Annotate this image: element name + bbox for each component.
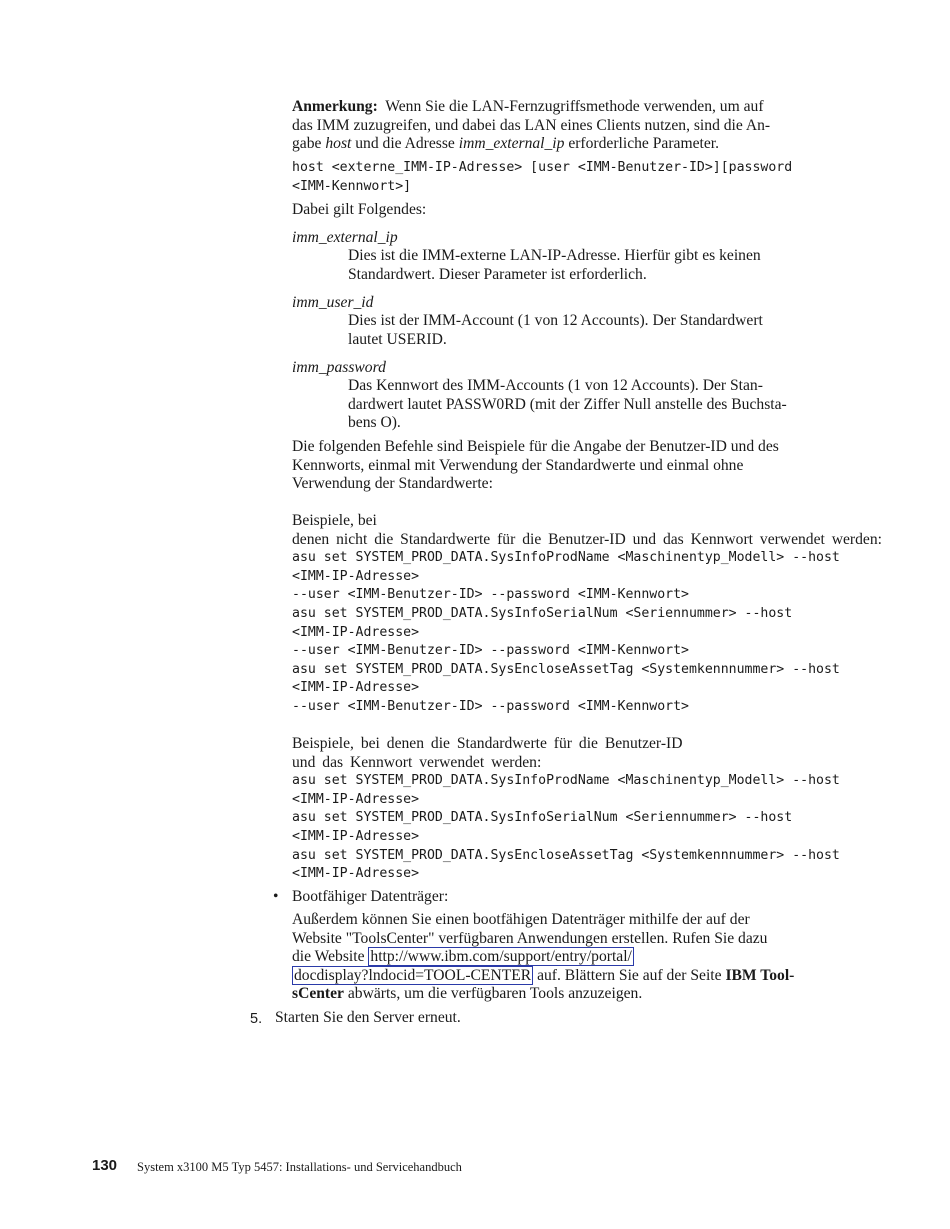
code-line: asu set SYSTEM_PROD_DATA.SysInfoSerialNum <Seriennummer> --host (292, 810, 793, 826)
code-line: <IMM-IP-Adresse> (292, 791, 420, 807)
syntax-block (292, 159, 852, 196)
where-text: Dabei gilt Folgendes: (292, 201, 427, 218)
note-line-3: gabe host und die Adresse imm_external_ip erforderliche Parameter. (292, 135, 719, 153)
code-line: <IMM-IP-Adresse> (292, 568, 420, 584)
code-line: asu set SYSTEM_PROD_DATA.SysInfoProdName <Maschinentyp_Modell> --host (292, 550, 840, 566)
code-line: --user <IMM-Benutzer-ID> --password <IMM-Kennwort> (292, 587, 689, 603)
code-line: --user <IMM-Benutzer-ID> --password <IMM-Kennwort> (292, 643, 689, 659)
toolscenter-link[interactable]: docdisplay?lndocid=TOOL-CENTER (294, 966, 532, 984)
bullet-title: Bootfähiger Datenträger: (292, 888, 449, 905)
note-line-2: das IMM zuzugreifen, und dabei das LAN eines Clients nutzen, sind die An- (292, 116, 771, 134)
example-heading: Beispiele, bei denen die Standardwerte für die Benutzer-ID (292, 735, 683, 752)
bullet-icon: • (273, 888, 279, 905)
step-text: Starten Sie den Server erneut. (275, 1009, 461, 1026)
code-line: <IMM-IP-Adresse> (292, 680, 420, 696)
param-definition: Dies ist der IMM-Account (1 von 12 Accounts). Der Standardwert lautet USERID. (348, 312, 763, 348)
example-heading: Beispiele, bei (292, 512, 377, 529)
code-line: asu set SYSTEM_PROD_DATA.SysInfoSerialNum <Seriennummer> --host (292, 605, 793, 621)
syntax-line-2: <IMM-Kennwort>] (292, 178, 412, 194)
step-number: 5. (250, 1011, 263, 1027)
examples-default (292, 735, 852, 884)
param-definition: Dies ist die IMM-externe LAN-IP-Adresse. Hierfür gibt es keinen Standardwert. Dieser Parameter ist erforderlich. (348, 247, 761, 283)
code-line: --user <IMM-Benutzer-ID> --password <IMM-Kennwort> (292, 698, 689, 714)
example-heading: denen nicht die Standardwerte für die Benutzer-ID und das Kennwort verwendet werden: (292, 530, 882, 548)
bullet-body: Außerdem können Sie einen bootfähigen Datenträger mithilfe der auf der Website "ToolsCenter" verfügbaren Anwendungen erstellen. Rufen Sie dazu die Website http://www.ibm.com/support/entry/portal/ docdisplay?lndocid=TOOL-CENTER auf. Blättern Sie auf der Seite IBM Tool- sCenter abwärts, um die verfügbaren Tools anzuzeigen. (292, 911, 795, 1003)
code-line: <IMM-IP-Adresse> (292, 866, 420, 882)
note-line-1: Anmerkung: Wenn Sie die LAN-Fernzugriffsmethode verwenden, um auf (292, 98, 764, 115)
code-line: asu set SYSTEM_PROD_DATA.SysEncloseAssetTag <Systemkennnummer> --host (292, 847, 840, 863)
note-label: Anmerkung: (292, 98, 378, 115)
code-line: asu set SYSTEM_PROD_DATA.SysInfoProdName <Maschinentyp_Modell> --host (292, 773, 840, 789)
examples-non-default (292, 512, 950, 717)
code-line: <IMM-IP-Adresse> (292, 828, 420, 844)
code-line: <IMM-IP-Adresse> (292, 624, 420, 640)
syntax-line-1: host <externe_IMM-IP-Adresse> [user <IMM-Benutzer-ID>][password (292, 160, 793, 175)
page-number: 130 (92, 1157, 118, 1174)
code-line: asu set SYSTEM_PROD_DATA.SysEncloseAssetTag <Systemkennnummer> --host (292, 661, 840, 677)
note-block (292, 98, 852, 154)
param-term: imm_user_id (292, 294, 374, 311)
footer-title: System x3100 M5 Typ 5457: Installations- und Servicehandbuch (137, 1160, 462, 1174)
param-term: imm_password (292, 359, 386, 376)
param-term: imm_external_ip (292, 229, 398, 246)
example-heading: und das Kennwort verwendet werden: (292, 753, 542, 771)
param-definition: Das Kennwort des IMM-Accounts (1 von 12 Accounts). Der Stan- dardwert lautet PASSW0RD (mit der Ziffer Null anstelle des Buchsta- bens O). (348, 377, 787, 432)
toolscenter-link[interactable]: http://www.ibm.com/support/entry/portal/ (370, 948, 632, 966)
examples-intro: Die folgenden Befehle sind Beispiele für die Angabe der Benutzer-ID und des Kennworts, einmal mit Verwendung der Standardwerte und einmal ohne Verwendung der Standardwerte: (292, 438, 779, 493)
